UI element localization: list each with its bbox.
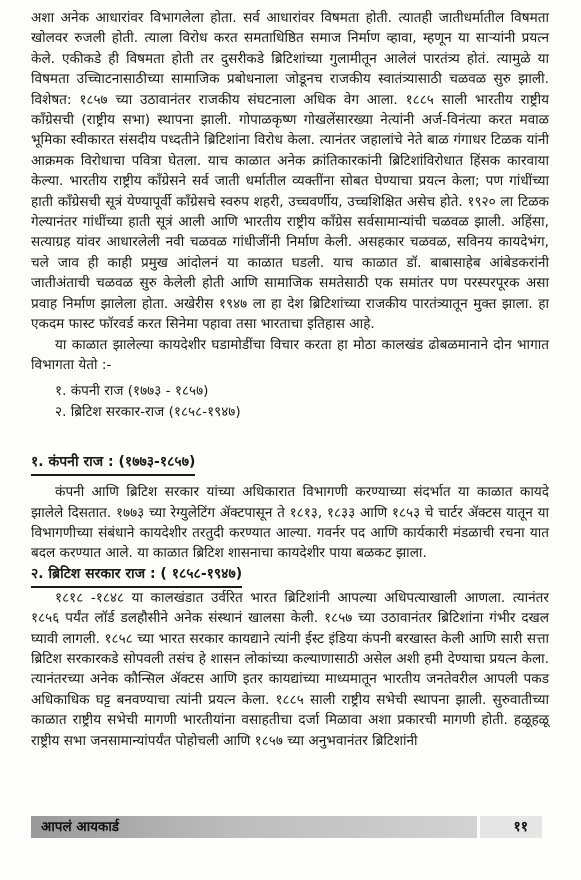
- paragraph-crown-raj: १८१८ -१८४८ या कालखंडात उर्वरित भारत ब्रिटिशांनी आपल्या अधिपत्याखाली आणला. त्यानंतर १८५६ पर्यंत लॉर्ड डलहौसीने अनेक संस्थानं खालसा केली. १८५७ च्या उठावानंतर ब्रिटिशांना गंभीर दखल घ्यावी लागली. १८५८ च्या भारत सरकार कायद्याने त्यांनी ईस्ट इंडिया कंपनी बरखास्त केली आणि सारी सत्ता ब्रिटिश सरकारकडे सोपवली तसंच हे शासन लोकांच्या कल्याणासाठी असेल अशी हमी देण्याचा प्रयत्न केला. त्यानंतरच्या अनेक कौन्सिल ॲक्टस आणि इतर कायद्यांच्या माध्यमातून भारतीय जनतेवरील आपली पकड अधिकाधिक घट्ट बनवण्याचा त्यांनी प्रयत्न केला. १८८५ साली राष्ट्रीय सभेची स्थापना झाली. सुरुवातीच्या काळात राष्ट्रीय सभेची मागणी भारतीयांना वसाहतीचा दर्जा मिळावा अशा प्रकारची मागणी होती. हळूहळू राष्ट्रीय सभा जनसामान्यांपर्यंत पोहोचली आणि १८५७ च्या अनुभवानंतर ब्रिटिशांनी: [31, 589, 549, 749]
- section-heading-crown-raj: [31, 564, 549, 588]
- footer-title: आपलं आयकार्ड: [41, 819, 120, 835]
- page-number: ११: [513, 819, 528, 835]
- list-item-crown-raj: २. ब्रिटिश सरकार-राज (१८५८-१९४७): [55, 403, 241, 420]
- footer-page-box: [480, 816, 542, 838]
- section-heading-crown-raj-text: २. ब्रिटिश सरकार राज : ( १८५८-१९४७): [31, 564, 242, 588]
- paragraph-intro: अशा अनेक आधारांवर विभागलेला होता. सर्व आधारांवर विषमता होती. त्यातही जातीधर्मातील विषमता खोलवर रुजली होती. त्याला विरोध करत समताधिष्ठित समाज निर्माण व्हावा, म्हणून या साऱ्यांनी प्रयत्न केले. एकीकडे ही विषमता होती तर दुसरीकडे ब्रिटिशांच्या गुलामीतून आलेलं पारतंत्र्य होतं. त्यामुळे या विषमता उच्चिाटनासाठीच्या सामाजिक प्रबोधनाला जोडूनच राजकीय स्वातंत्र्यासाठी चळवळ सुरु झाली. विशेषत: १८५७ च्या उठावानंतर राजकीय संघटनाला अधिक वेग आला. १८८५ साली भारतीय राष्ट्रीय काँग्रेसची (राष्ट्रीय सभा) स्थापना झाली. गोपाळकृष्ण गोखलेंसारख्या नेत्यांनी अर्ज-विनंत्या करत मवाळ भूमिका स्वीकारत संसदीय पध्दतीने ब्रिटिशांना विरोध केला. त्यानंतर जहालांचे नेते बाळ गंगाधर टिळक यांनी आक्रमक विरोधाचा पवित्रा घेतला. याच काळात अनेक क्रांतिकारकांनी ब्रिटिशांविरोधात हिंसक कारवाया केल्या. भारतीय राष्ट्रीय काँग्रेसने सर्व जाती धर्मातील व्यक्तींना सोबत घेण्याचा प्रयत्न केला; पण गांधींच्या हाती काँग्रेसची सूत्रं येण्यापूर्वी काँग्रेसचे स्वरुप शहरी, उच्चवर्णीय, उच्चशिक्षित असेच होते. १९२० ला टिळक गेल्यानंतर गांधींच्या हाती सूत्रं आली आणि भारतीय राष्ट्रीय काँग्रेस सर्वसामान्यांची चळवळ झाली. अहिंसा, सत्याग्रह यांवर आधारलेली नवी चळवळ गांधीजींनी निर्माण केली. असहकार चळवळ, सविनय कायदेभंग, चले जाव ही काही प्रमुख आंदोलनं या काळात घडली. याच काळात डॉ. बाबासाहेब आंबेडकरांनी जातीअंताची चळवळ सुरु केलेली होती आणि सामाजिक समतेसाठी एक समांतर पण परस्परपूरक असा प्रवाह निर्माण झालेला होता. अखेरीस १९४७ ला हा देश ब्रिटिशांच्या राजकीय पारतंत्र्यातून मुक्त झाला. हा एकदम फास्ट फॉरवर्ड करत सिनेमा पहावा तसा भारताचा इतिहास आहे.: [31, 10, 549, 333]
- section-heading-company-raj: [31, 452, 549, 476]
- section-heading-company-raj-text: १. कंपनी राज : (१७७३-१८५७): [31, 452, 195, 476]
- list-item-company-raj: १. कंपनी राज (१७७३ - १८५७): [55, 383, 209, 400]
- paragraph-division: या काळात झालेल्या कायदेशीर घडामोडींचा विचार करता हा मोठा कालखंड ढोबळमानाने दोन भागात विभागता येतो :-: [31, 336, 549, 373]
- footer-bar: [31, 816, 542, 838]
- body-text: [31, 8, 549, 751]
- paragraph-company-raj: कंपनी आणि ब्रिटिश सरकार यांच्या अधिकारात विभागणी करण्याच्या संदर्भात या काळात कायदे झालेले दिसतात. १७७३ च्या रेग्युलेटिंग ॲक्टपासून ते १८१३, १८३३ आणि १८५३ चे चार्टर ॲक्टस यातून या विभागणीच्या संबंधाने कायदेशीर तरतुदी करण्यात आल्या. गवर्नर पद आणि कार्यकारी मंडळाची रचना यात बदल करण्यात आले. या काळात ब्रिटिश शासनाचा कायदेशीर पाया बळकट झाला.: [31, 484, 549, 562]
